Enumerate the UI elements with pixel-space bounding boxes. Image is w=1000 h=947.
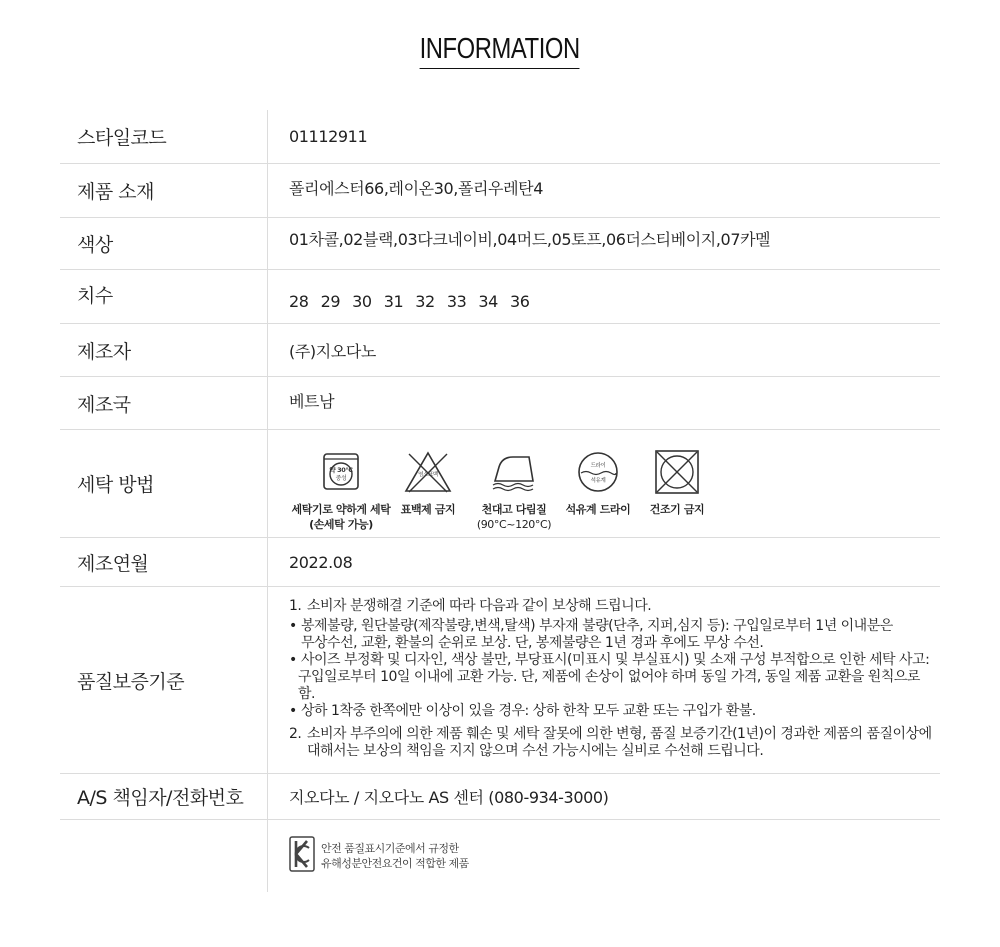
quality-item-text: 대해서는 보상의 책임을 지지 않으며 수선 가능시에는 실비로 수선해 드립니다.	[307, 742, 764, 759]
no-bleach-icon	[403, 448, 453, 496]
row-as	[60, 774, 940, 820]
wash-icon-text: 약 30°C	[329, 466, 353, 474]
row-label: 치수	[60, 270, 268, 323]
row-style-code	[60, 110, 940, 164]
wash-care-item	[557, 448, 639, 517]
wash-icon-text: 드라이	[590, 463, 606, 469]
size-item: 28	[289, 292, 309, 311]
wash-icon-text: 석유계	[590, 478, 606, 484]
quality-bullet	[289, 618, 893, 652]
as-value: 지오다노 / 지오다노 AS 센터 (080-934-3000)	[289, 788, 609, 807]
wash-care-label	[650, 502, 705, 517]
size-value	[268, 270, 940, 323]
iron-with-cloth-icon	[489, 448, 539, 496]
size-item: 34	[478, 292, 498, 311]
row-quality	[60, 587, 940, 774]
quality-bullet-text: 상하 1착중 한쪽에만 이상이 있을 경우: 상하 한착 모두 교환 또는 구입가 환불.	[301, 702, 756, 719]
quality-item-number: 2.	[289, 725, 302, 742]
kc-mark-icon	[289, 836, 315, 876]
size-list	[289, 282, 530, 311]
wash-care-label-line: 표백제 금지	[400, 503, 456, 516]
kc-text-line: 유해성분안전요건이 적합한 제품	[321, 857, 469, 870]
row-label: 제조국	[60, 377, 268, 429]
row-label: A/S 책임자/전화번호	[60, 774, 268, 819]
quality-item	[289, 726, 932, 760]
wash-care-label-line: (90°C~120°C)	[476, 518, 552, 531]
row-material	[60, 164, 940, 218]
size-item: 30	[352, 292, 372, 311]
size-item: 32	[415, 292, 435, 311]
country-value: 베트남	[289, 391, 335, 411]
wash-care-item	[289, 448, 393, 532]
row-kc	[60, 820, 940, 892]
quality-bullet	[289, 703, 756, 720]
bullet-mark: •	[289, 651, 297, 668]
quality-bullet-text: 사이즈 부정확 및 디자인, 색상 불만, 부당표시(미표시 및 부실표시) 및 소재 구성 부적합으로 인한 세탁 사고:	[301, 651, 930, 668]
kc-text	[321, 841, 469, 871]
maker-value: (주)지오다노	[289, 341, 376, 361]
wash-care-label-line: 천대고 다림질	[481, 503, 547, 516]
wash-icon-text: 염소표백	[418, 472, 438, 478]
size-item: 36	[509, 292, 530, 311]
wash-care-label-line: 세탁기로 약하게 세탁	[291, 503, 391, 516]
quality-item-number: 1.	[289, 597, 302, 614]
material-value: 폴리에스터66,레이온30,폴리우레탄4	[289, 179, 543, 198]
row-label: 제조연월	[60, 538, 268, 586]
row-label: 제품 소재	[60, 164, 268, 217]
quality-value	[268, 587, 940, 773]
wash-care-item	[637, 448, 717, 517]
date-value: 2022.08	[289, 552, 353, 572]
kc-text-line: 안전 품질표시기준에서 규정한	[321, 842, 459, 855]
color-value: 01차콜,02블랙,03다크네이비,04머드,05토프,06더스티베이지,07카멜	[289, 230, 771, 249]
wash-care-label	[292, 502, 391, 532]
wash-care-item	[469, 448, 559, 532]
wash-care-label	[477, 502, 551, 532]
size-item: 31	[383, 292, 404, 311]
size-item: 33	[446, 292, 467, 311]
row-label: 색상	[60, 218, 268, 269]
wash-care-list	[289, 430, 717, 532]
dry-clean-petroleum-icon	[573, 448, 623, 496]
quality-item-text: 소비자 분쟁해결 기준에 따라 다음과 같이 보상해 드립니다.	[307, 597, 652, 614]
wash-care-label-line: (손세탁 가능)	[309, 518, 373, 531]
quality-bullet-text: 무상수선, 교환, 환불의 순위로 보상. 단, 봉제불량은 1년 경과 후에도 무상 수선.	[301, 634, 764, 651]
no-tumble-dry-icon	[652, 448, 702, 496]
row-washing	[60, 430, 940, 538]
row-label-empty	[60, 820, 268, 892]
quality-bullet-text: 봉제불량, 원단불량(제작불량,변색,탈색) 부자재 불량(단추, 지퍼,심지 등): 구입일로부터 1년 이내분은	[301, 617, 893, 634]
row-country	[60, 377, 940, 430]
wash-care-label	[566, 502, 631, 517]
row-maker	[60, 324, 940, 377]
quality-bullet-text: 구입일로부터 10일 이내에 교환 가능. 단, 제품에 손상이 없어야 하며 동일 가격, 동일 제품 교환을 원칙으로 함.	[298, 668, 920, 702]
wash-care-item	[387, 448, 469, 517]
size-item: 29	[320, 292, 341, 311]
row-label: 제조자	[60, 324, 268, 376]
row-size	[60, 270, 940, 324]
row-label: 품질보증기준	[60, 587, 268, 773]
wash-care-label-line: 석유계 드라이	[565, 503, 631, 516]
bullet-mark: •	[289, 617, 297, 634]
wash-care-label-line: 건조기 금지	[649, 503, 705, 516]
row-date	[60, 538, 940, 587]
style-code-value: 01112911	[289, 127, 368, 146]
quality-item-text: 소비자 부주의에 의한 제품 훼손 및 세탁 잘못에 의한 변형, 품질 보증기간(1년)이 경과한 제품의 품질이상에	[307, 725, 932, 742]
row-color	[60, 218, 940, 270]
hand-wash-30c-icon	[316, 448, 366, 496]
row-label: 스타일코드	[60, 110, 268, 163]
info-table	[60, 110, 940, 892]
kc-certification	[268, 820, 469, 892]
washing-value	[268, 430, 940, 537]
wash-care-label	[401, 502, 456, 517]
page-title: INFORMATION	[420, 32, 580, 69]
page-title-wrap	[0, 32, 1000, 69]
wash-icon-text: 중성	[335, 475, 347, 482]
row-label: 세탁 방법	[60, 430, 268, 537]
bullet-mark: •	[289, 702, 297, 719]
quality-bullet	[289, 652, 940, 703]
quality-item	[289, 598, 651, 615]
